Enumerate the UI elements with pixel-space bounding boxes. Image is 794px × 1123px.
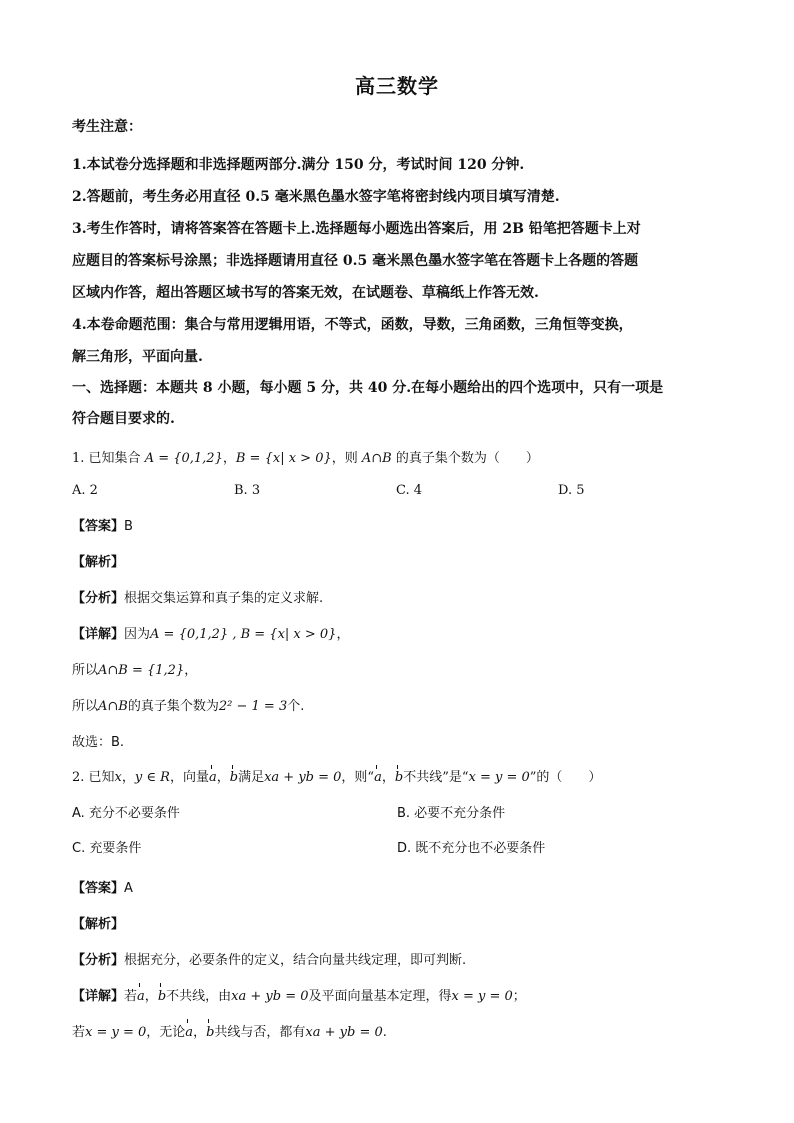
notice-item: 2.答题前，考生务必用直径 0.5 毫米黑色墨水签字笔将密封线内项目填写清楚. [72, 189, 560, 205]
vector-b: b [395, 768, 403, 788]
q1-analysis [72, 552, 722, 574]
notice-item: 解三角形，平面向量. [72, 349, 203, 365]
q1-comma: ， [222, 451, 236, 466]
q1-set-b: B = {x| x > 0} [235, 451, 332, 466]
step-text: 的真子集个数为 [127, 699, 219, 714]
detail-text: 若 [72, 1025, 86, 1040]
fenxi-text: 根据充分，必要条件的定义，结合向量共线定理，即可判断. [124, 953, 467, 968]
notice-item: 1.本试卷分选择题和非选择题两部分.满分 150 分，考试时间 120 分钟. [72, 157, 525, 173]
answer-value: A [124, 881, 133, 896]
vector-a: a [185, 1022, 193, 1044]
q2-text: 满足 [238, 770, 265, 785]
notice-heading: 考生注意： [72, 119, 142, 135]
vector-b: b [158, 986, 166, 1008]
q2-analysis [72, 914, 722, 936]
analysis-tag: 【解析】 [72, 917, 125, 932]
q1-answer [72, 516, 722, 538]
q1-option-a: A. 2 [72, 483, 98, 498]
step-math: A∩B [98, 699, 128, 714]
vector-b: b [206, 1022, 214, 1044]
answer-value: B [124, 519, 133, 534]
detail-sets: A = {0,1,2} , B = {x| x > 0} [150, 627, 337, 642]
q2-text: ， [381, 770, 395, 785]
notice-item: 4.本卷命题范围：集合与常用逻辑用语，不等式，函数，导数，三角函数，三角恒等变换， [72, 317, 633, 333]
fenxi-text: 根据交集运算和真子集的定义求解. [124, 591, 324, 606]
vector-b: b [230, 768, 238, 788]
notice-item: 应题目的答案标号涂黑；非选择题请用直径 0.5 毫米黑色墨水签字笔在答题卡上各题的答题 [72, 253, 639, 269]
step-text: 所以 [72, 699, 99, 714]
q2-text: ，则“ [341, 770, 375, 785]
q2-condition: x = y = 0 [468, 770, 530, 785]
answer-tag: 【答案】 [72, 881, 125, 896]
question-1 [72, 449, 722, 469]
detail-text: 及平面向量基本定理，得 [308, 989, 452, 1004]
notice-item: 3.考生作答时，请将答案答在答题卡上.选择题每小题选出答案后，用 2B 铅笔把答题卡上对 [72, 221, 641, 237]
q2-detail [72, 986, 722, 1008]
vector-a: a [137, 986, 145, 1008]
q2-options [72, 802, 722, 872]
q2-text: 不共线”是“ [403, 770, 469, 785]
q2-text: ， [216, 770, 230, 785]
q2-option-c: C. 充要条件 [72, 841, 142, 856]
answer-tag: 【答案】 [72, 519, 125, 534]
question-2 [72, 768, 722, 788]
q2-x: x [114, 770, 122, 785]
q1-set-a: A = {0,1,2} [144, 451, 223, 466]
q1-option-d: D. 5 [558, 483, 585, 498]
detail-text: . [382, 1025, 387, 1040]
exam-notice [72, 117, 722, 373]
q2-equation: xa + yb = 0 [305, 1025, 383, 1040]
q2-fenxi [72, 950, 722, 972]
vector-a: a [209, 768, 217, 788]
q2-condition: x = y = 0 [85, 1025, 147, 1040]
q1-detail [72, 624, 722, 646]
q2-equation: xa + yb = 0 [231, 989, 309, 1004]
q2-text: ，向量 [169, 770, 209, 785]
section-heading [72, 373, 722, 435]
step-math: A∩B = {1,2} [98, 663, 185, 678]
q1-fenxi [72, 588, 722, 610]
step-text: ， [184, 663, 198, 678]
detail-text: ， [336, 627, 350, 642]
detail-text: ， [193, 1025, 207, 1040]
q1-option-c: C. 4 [396, 483, 423, 498]
detail-text: 共线与否，都有 [214, 1025, 306, 1040]
q1-prefix: 1. 已知集合 [72, 451, 141, 466]
q1-option-b: B. 3 [234, 483, 261, 498]
step-text: 所以 [72, 663, 99, 678]
q1-step-2 [72, 660, 722, 682]
fenxi-tag: 【分析】 [72, 953, 125, 968]
page-title: 高三数学 [355, 74, 439, 98]
q2-text: ”的（ ） [529, 770, 602, 785]
document-page [72, 70, 722, 1058]
detail-text: 因为 [124, 627, 151, 642]
q2-text: 2. 已知 [72, 770, 115, 785]
detail-tag: 【详解】 [72, 989, 125, 1004]
step-text: 个. [287, 699, 305, 714]
q2-equation: xa + yb = 0 [264, 770, 342, 785]
detail-text: ， [144, 989, 158, 1004]
section-heading-line: 一、选择题：本题共 8 小题，每小题 5 分，共 40 分.在每小题给出的四个选项中，只有一项是 [72, 380, 664, 396]
analysis-tag: 【解析】 [72, 555, 125, 570]
detail-text: 若 [124, 989, 138, 1004]
q2-text: ， [121, 770, 135, 785]
detail-text: 不共线，由 [166, 989, 232, 1004]
fenxi-tag: 【分析】 [72, 591, 125, 606]
q2-option-a: A. 充分不必要条件 [72, 806, 180, 821]
q2-answer [72, 878, 722, 900]
detail-text: ； [512, 989, 526, 1004]
vector-a: a [374, 768, 382, 788]
detail-tag: 【详解】 [72, 627, 125, 642]
notice-item: 区域内作答，超出答题区域书写的答案无效，在试题卷、草稿纸上作答无效. [72, 285, 539, 301]
q2-detail-2 [72, 1022, 722, 1044]
q1-step-3 [72, 696, 722, 718]
q2-option-b: B. 必要不充分条件 [397, 806, 506, 821]
q2-y-in-r: y ∈ R [134, 770, 170, 785]
step-math: 2² − 1 = 3 [218, 699, 288, 714]
section-heading-line: 符合题目要求的. [72, 411, 175, 427]
q2-option-d: D. 既不充分也不必要条件 [397, 841, 546, 856]
q1-options [72, 483, 722, 498]
q1-suffix-b: 的真子集个数为（ ） [395, 451, 539, 466]
q1-intersection: A∩B [361, 451, 392, 466]
q1-choose: 故选：B. [72, 735, 125, 750]
detail-text: ，无论 [146, 1025, 186, 1040]
q2-condition: x = y = 0 [451, 989, 513, 1004]
q1-suffix-a: ，则 [331, 451, 358, 466]
